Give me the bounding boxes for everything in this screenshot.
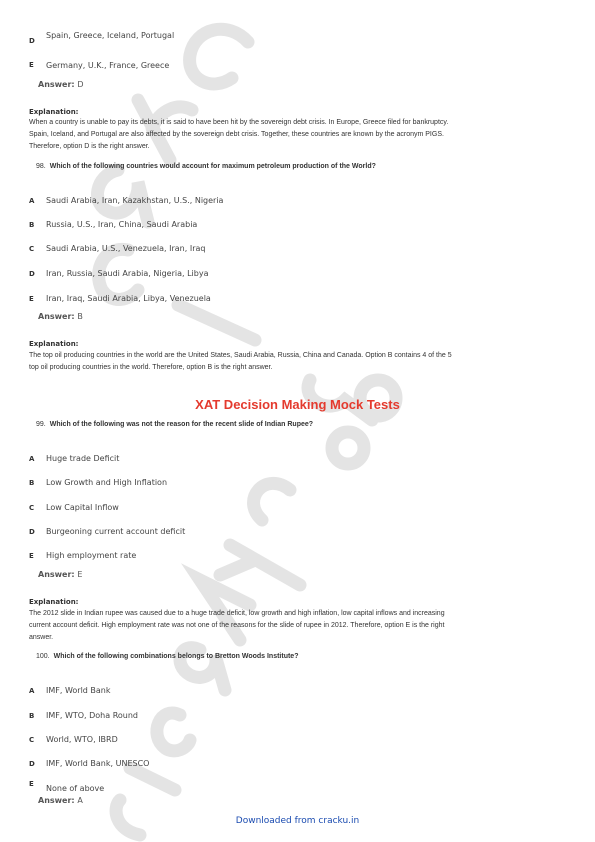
option-text: Huge trade Deficit [46,454,120,463]
option-text: IMF, World Bank, UNESCO [46,759,150,768]
option-letter: A [29,455,35,463]
question-text: Which of the following was not the reason for the recent slide of Indian Rupee? [49,421,314,428]
option-letter: D [29,528,35,536]
option-text: Low Capital Inflow [46,503,119,512]
answer-line [38,796,83,805]
option-text: World, WTO, IBRD [46,735,118,744]
answer-line [38,570,82,579]
option-letter: D [29,270,35,278]
explanation-line: When a country is unable to pay its debts, it is said to have been hit by the sovereign debt crisis. In Europe, Greece filed for bankruptcy. [29,119,449,126]
option-letter: B [29,479,35,487]
option-letter: A [29,687,35,695]
option-text: Iran, Iraq, Saudi Arabia, Libya, Venezuela [46,294,211,303]
option-letter: B [29,221,35,229]
explanation-line: Spain, Iceland, and Portugal are also affected by the sovereign debt crisis. Together, these countries are known by the acronym PIGS. [29,131,444,138]
option-text: Burgeoning current account deficit [46,527,186,536]
explanation-line: top oil producing countries in the world. Therefore, option B is the right answer. [29,364,273,371]
question-text: Which of the following countries would account for maximum petroleum production of the World? [49,163,376,170]
explanation-heading: Explanation: [29,340,79,348]
download-source-link[interactable]: Downloaded from cracku.in [235,816,360,826]
answer-label: Answer: [38,796,75,805]
question-number: 100. [36,653,50,660]
option-text: Germany, U.K., France, Greece [46,61,170,70]
option-text: Russia, U.S., Iran, China, Saudi Arabia [46,220,198,229]
option-letter: D [29,760,35,768]
answer-value: E [77,570,83,579]
option-letter: E [29,295,34,303]
answer-line [38,80,84,89]
option-letter: E [29,780,34,788]
answer-value: D [77,80,84,89]
option-letter: C [29,245,35,253]
question-99 [36,421,313,428]
explanation-heading: Explanation: [29,108,79,116]
explanation-line: The 2012 slide in Indian rupee was caused due to a huge trade deficit, low growth and high inflation, low capital inflows and increasing [29,610,445,617]
option-letter: B [29,712,35,720]
option-letter: A [29,197,35,205]
explanation-line: answer. [29,634,54,641]
option-text: None of above [46,784,105,793]
mock-tests-banner[interactable]: XAT Decision Making Mock Tests [195,397,400,412]
question-text: Which of the following combinations belongs to Bretton Woods Institute? [53,653,299,660]
option-letter: C [29,504,35,512]
option-text: IMF, World Bank [46,686,111,695]
explanation-line: Therefore, option D is the right answer. [29,143,150,150]
explanation-line: current account deficit. High employment rate was not one of the reasons for the slide of rupee in 2012. Therefore, option E is the right [29,622,445,629]
explanation-line: The top oil producing countries in the world are the United States, Saudi Arabia, Russia, China and Canada. Option B contains 4 of the 5 [29,352,452,359]
answer-label: Answer: [38,312,75,321]
question-98 [36,163,376,170]
answer-label: Answer: [38,80,75,89]
answer-line [38,312,83,321]
option-text: Spain, Greece, Iceland, Portugal [46,31,175,40]
option-letter: E [29,61,34,69]
question-100 [36,653,298,660]
question-number: 98. [36,163,46,170]
option-text: Saudi Arabia, Iran, Kazakhstan, U.S., Nigeria [46,196,224,205]
explanation-heading: Explanation: [29,598,79,606]
option-letter: E [29,552,34,560]
option-text: Iran, Russia, Saudi Arabia, Nigeria, Libya [46,269,209,278]
answer-value: A [77,796,83,805]
option-text: Low Growth and High Inflation [46,478,168,487]
option-letter: C [29,736,35,744]
option-text: IMF, WTO, Doha Round [46,711,139,720]
option-text: High employment rate [46,551,137,560]
option-text: Saudi Arabia, U.S., Venezuela, Iran, Iraq [46,244,206,253]
answer-label: Answer: [38,570,75,579]
option-letter: D [29,37,35,45]
question-number: 99. [36,421,46,428]
answer-value: B [77,312,83,321]
